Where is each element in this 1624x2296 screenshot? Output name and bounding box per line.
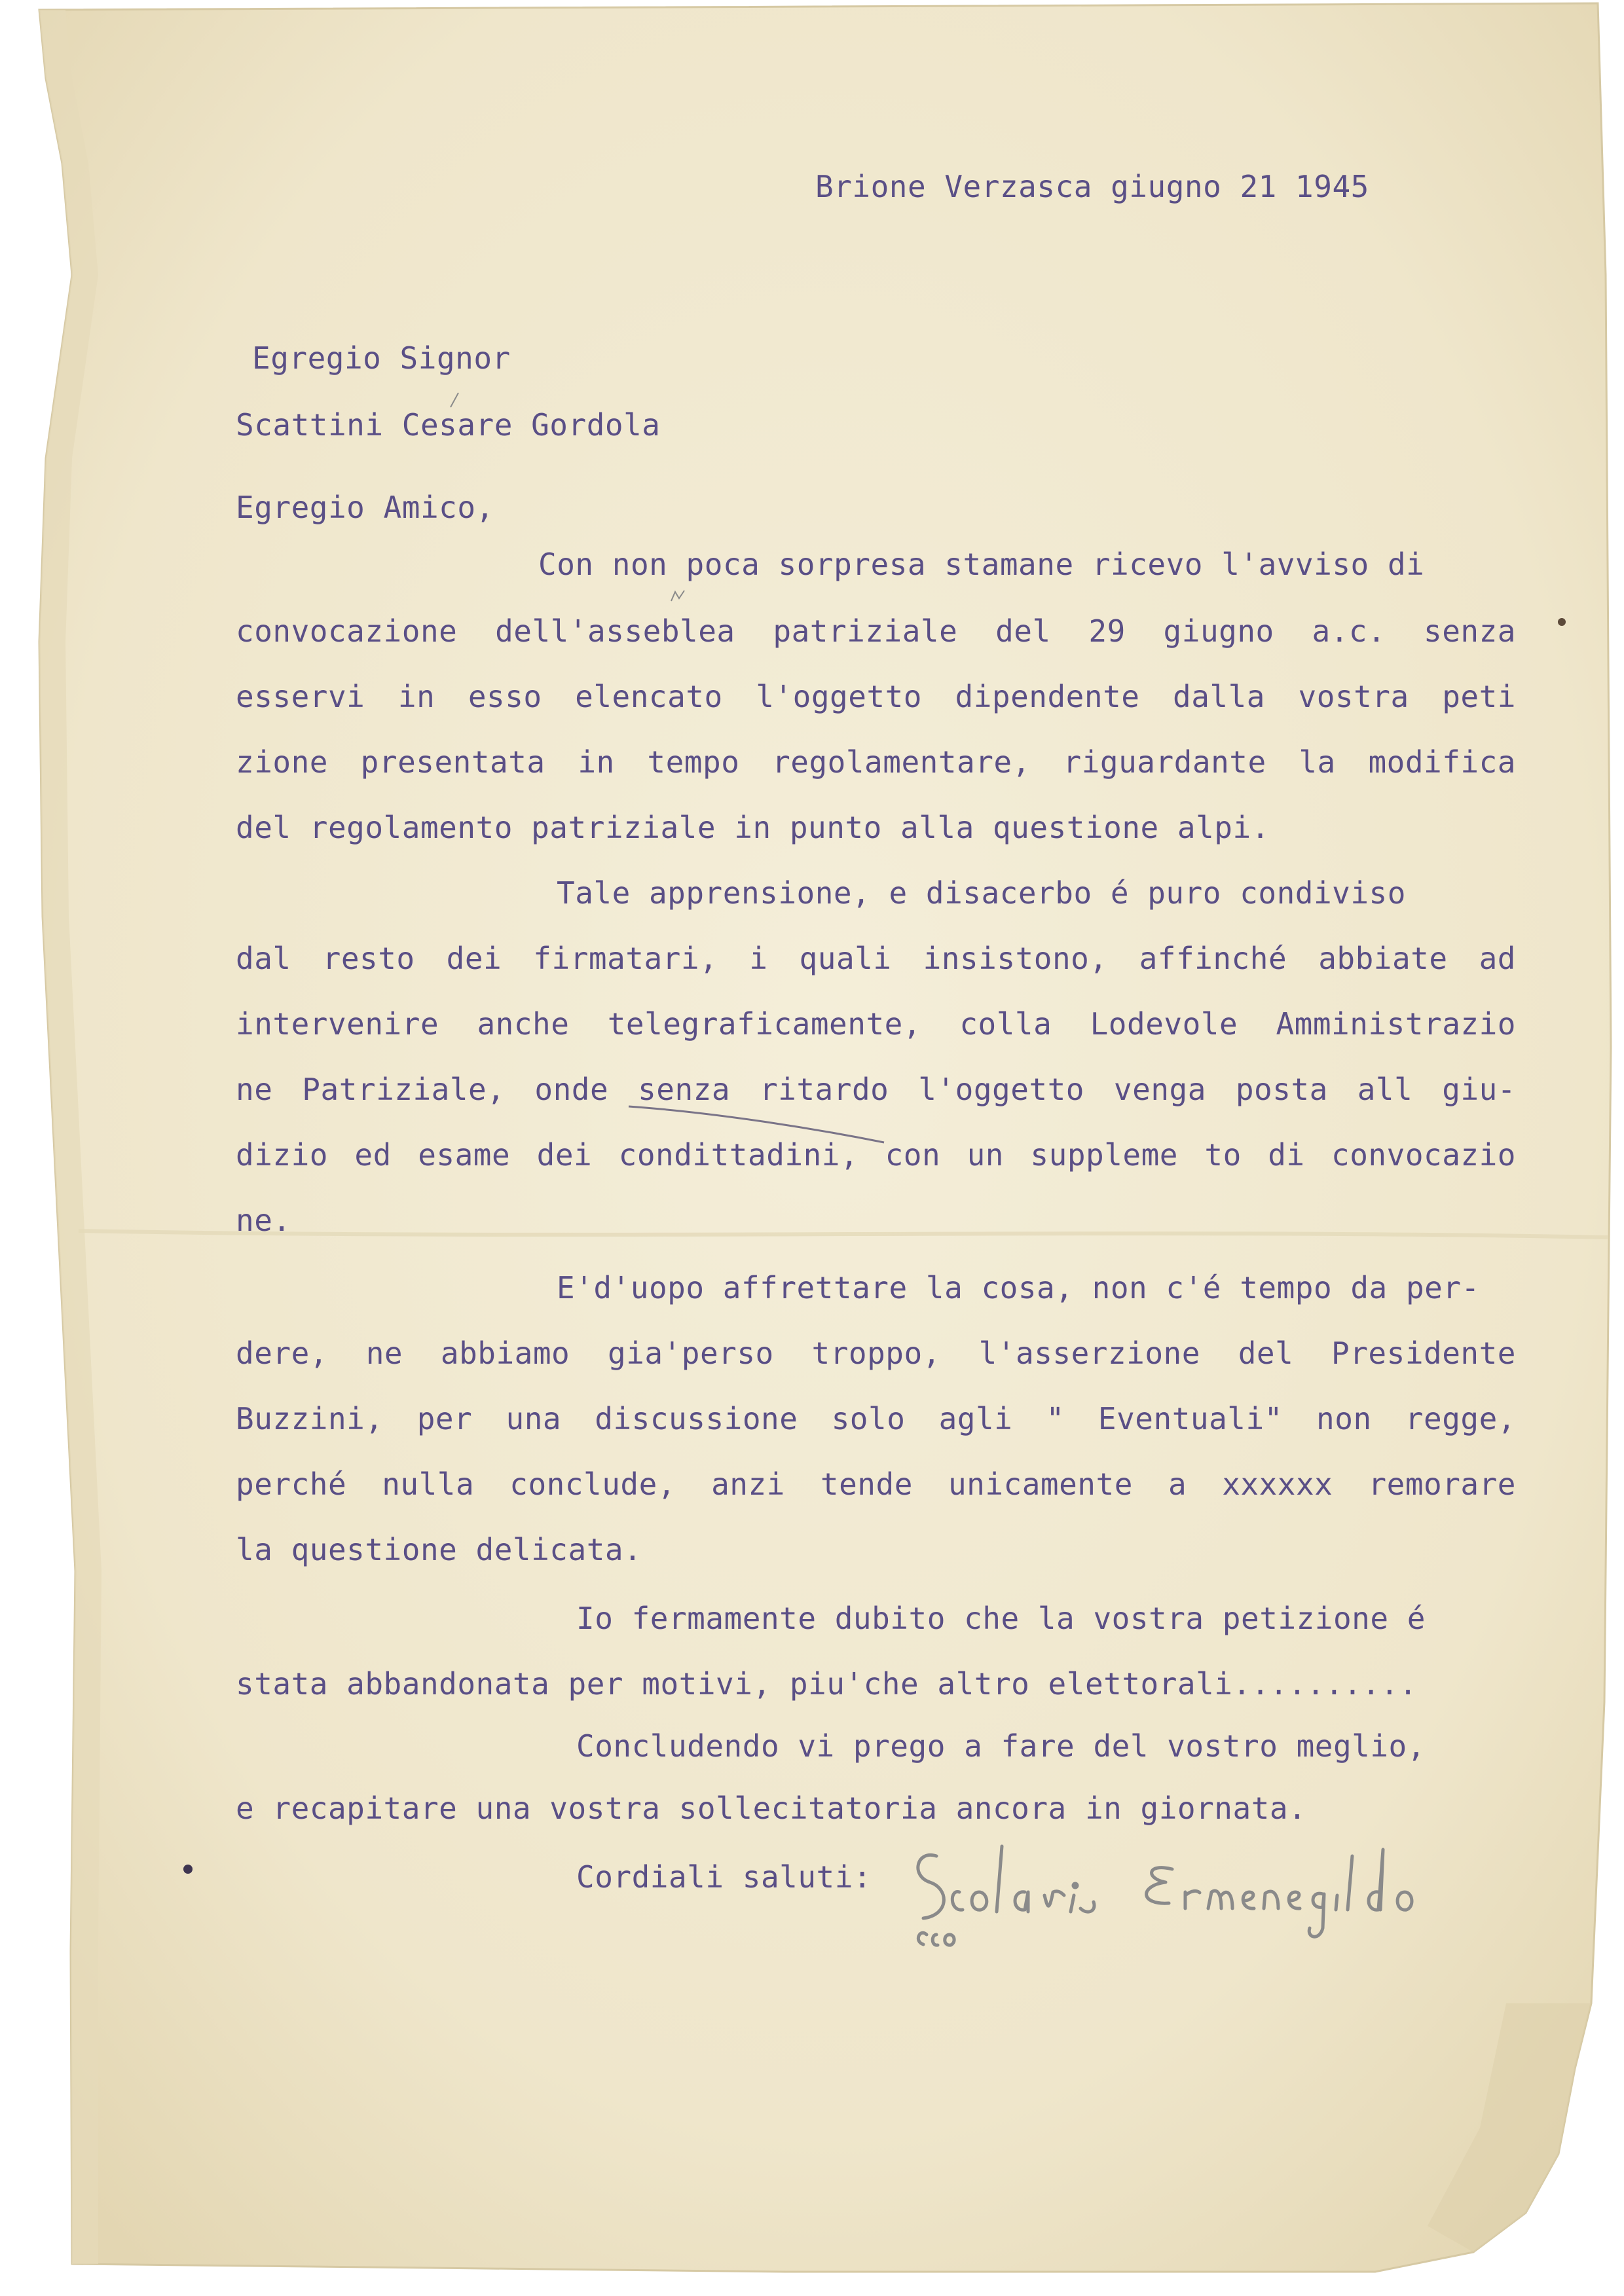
paragraph-line: E'd'uopo affrettare la cosa, non c'é tempo da per- (557, 1270, 1480, 1305)
paragraph-line: esservi in esso elencato l'oggetto dipendente dalla vostra peti (236, 679, 1516, 714)
paragraph-line: stata abbandonata per motivi, piu'che altro elettorali.......... (236, 1666, 1418, 1702)
paragraph-line: ne. (236, 1203, 291, 1238)
greeting: Egregio Amico, (236, 490, 494, 525)
paragraph-line: Con non poca sorpresa stamane ricevo l'avviso di (538, 547, 1425, 582)
paragraph-line: Tale apprensione, e disacerbo é puro condiviso (557, 875, 1406, 911)
paragraph-line: Concludendo vi prego a fare del vostro meglio, (576, 1728, 1426, 1764)
paragraph-line: dal resto dei firmatari, i quali insistono, affinché abbiate ad (236, 941, 1516, 976)
paragraph-line: intervenire anche telegraficamente, colla Lodevole Amministrazio (236, 1006, 1516, 1042)
place-date: Brione Verzasca giugno 21 1945 (815, 169, 1369, 204)
paragraph-line: e recapitare una vostra sollecitatoria ancora in giornata. (236, 1791, 1307, 1826)
addressee-title: Egregio Signor (252, 340, 511, 376)
paragraph-line: perché nulla conclude, anzi tende unicamente a xxxxxx remorare (236, 1467, 1516, 1502)
paragraph-line: Io fermamente dubito che la vostra petizione é (576, 1601, 1426, 1636)
paragraph-line: zione presentata in tempo regolamentare, riguardante la modifica (236, 744, 1516, 780)
addressee-name-place: Scattini Cesare Gordola (236, 407, 661, 443)
paragraph-line: del regolamento patriziale in punto alla questione alpi. (236, 810, 1270, 845)
closing: Cordiali saluti: (576, 1859, 872, 1895)
paragraph-line: Buzzini, per una discussione solo agli " Eventuali" non regge, (236, 1401, 1516, 1436)
paragraph-line: ne Patriziale, onde senza ritardo l'oggetto venga posta all giu- (236, 1072, 1516, 1107)
paragraph-line: convocazione dell'asseblea patriziale del 29 giugno a.c. senza (236, 613, 1516, 649)
paragraph-line: dizio ed esame dei condittadini, con un suppleme to di convocazio (236, 1137, 1516, 1173)
paragraph-line: la questione delicata. (236, 1532, 642, 1567)
paragraph-line: dere, ne abbiamo gia'perso troppo, l'asserzione del Presidente (236, 1336, 1516, 1371)
signature (897, 1830, 1572, 1954)
